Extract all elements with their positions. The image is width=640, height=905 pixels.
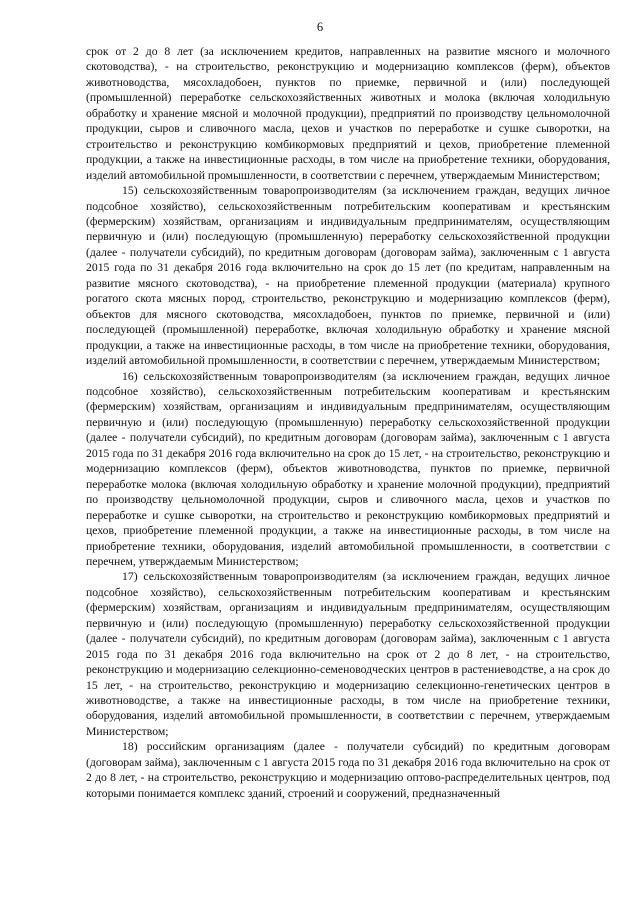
paragraph-item-15: 15) сельскохозяйственным товаропроизводителям (за исключением граждан, ведущих личное подсобное хозяйство), сельскохозяйственным потребительским кооперативам и крестьянским (фермерским) хозяйствам, организациям и индивидуальным предпринимателям, осуществляющим первичную и (или) последующую (промышленную) переработку сельскохозяйственной продукции (далее - получатели субсидий), по кредитным договорам (договорам займа), заключенным с 1 августа 2015 года по 31 декабря 2016 года включительно на срок до 15 лет (по кредитам, направленным на развитие мясного скотоводства), - на приобретение племенной продукции (материала) крупного рогатого скота мясных пород, строительство, реконструкцию и модернизацию комплексов (ферм), объектов для мясного скотоводства, мясохладобоен, пунктов по приемке, первичной и (или) последующей (промышленной) переработке, включая холодильную обработку и хранение мясной продукции, а также на инвестиционные расходы, в том числе на приобретение техники, оборудования, изделий автомобильной промышленности, в соответствии с перечнем, утверждаемым Министерством; bbox=[86, 184, 610, 368]
paragraph-item-18: 18) российским организациям (далее - получатели субсидий) по кредитным договорам (договорам займа), заключенным с 1 августа 2015 года по 31 декабря 2016 года включительно на срок от 2 до 8 лет, - на строительство, реконструкцию и модернизацию оптово-распределительных центров, под которыми понимается комплекс зданий, строений и сооружений, предназначенный bbox=[86, 740, 610, 800]
paragraph-item-16: 16) сельскохозяйственным товаропроизводителям (за исключением граждан, ведущих личное подсобное хозяйство), сельскохозяйственным потребительским кооперативам и крестьянским (фермерским) хозяйствам, организациям и индивидуальным предпринимателям, осуществляющим первичную и (или) последующую (промышленную) переработку сельскохозяйственной продукции (далее - получатели субсидий), по кредитным договорам (договорам займа), заключенным с 1 августа 2015 года по 31 декабря 2016 года включительно на срок до 15 лет, - на строительство, реконструкцию и модернизацию комплексов (ферм), объектов животноводства, пунктов по приемке, первичной переработке молока (включая холодильную обработку и хранение молочной продукции), предприятий по производству цельномолочной продукции, сыров и сливочного масла, цехов и участков по переработке и сушке сыворотки, на строительство и реконструкцию комбикормовых предприятий и цехов, приобретение племенной продукции, а также на инвестиционные расходы, в том числе на приобретение техники, оборудования, изделий автомобильной промышленности, в соответствии с перечнем, утверждаемым Министерством; bbox=[86, 369, 610, 568]
document-body bbox=[86, 44, 610, 801]
paragraph-continuation: срок от 2 до 8 лет (за исключением кредитов, направленных на развитие мясного и молочного скотоводства), - на строительство, реконструкцию и модернизацию комплексов (ферм), объектов животноводства, мясохладобоен, пунктов по приемке, первичной и (или) последующей (промышленной) переработке сельскохозяйственных животных и молока (включая холодильную обработку и хранение мясной и молочной продукции), предприятий по производству цельномолочной продукции, сыров и сливочного масла, цехов и участков по переработке и сушке сыворотки, на строительство и реконструкцию комбикормовых предприятий и цехов, приобретение племенной продукции, а также на инвестиционные расходы, в том числе на приобретение техники, оборудования, изделий автомобильной промышленности, в соответствии с перечнем, утверждаемым Министерством; bbox=[86, 45, 610, 182]
page-number: 6 bbox=[316, 20, 324, 34]
paragraph-item-17: 17) сельскохозяйственным товаропроизводителям (за исключением граждан, ведущих личное подсобное хозяйство), сельскохозяйственным потребительским кооперативам и крестьянским (фермерским) хозяйствам, организациям и индивидуальным предпринимателям, осуществляющим первичную и (или) последующую (промышленную) переработку сельскохозяйственной продукции (далее - получатели субсидий), по кредитным договорам (договорам займа), заключенным с 1 августа 2015 года по 31 декабря 2016 года включительно на срок от 2 до 8 лет, - на строительство, реконструкцию и модернизацию селекционно-семеноводческих центров в растениеводстве, а на срок до 15 лет, - на строительство, реконструкцию и модернизацию селекционно-генетических центров в животноводстве, а также на инвестиционные расходы, в том числе на приобретение техники, оборудования, изделий автомобильной промышленности, в соответствии с перечнем, утверждаемым Министерством; bbox=[86, 570, 610, 738]
